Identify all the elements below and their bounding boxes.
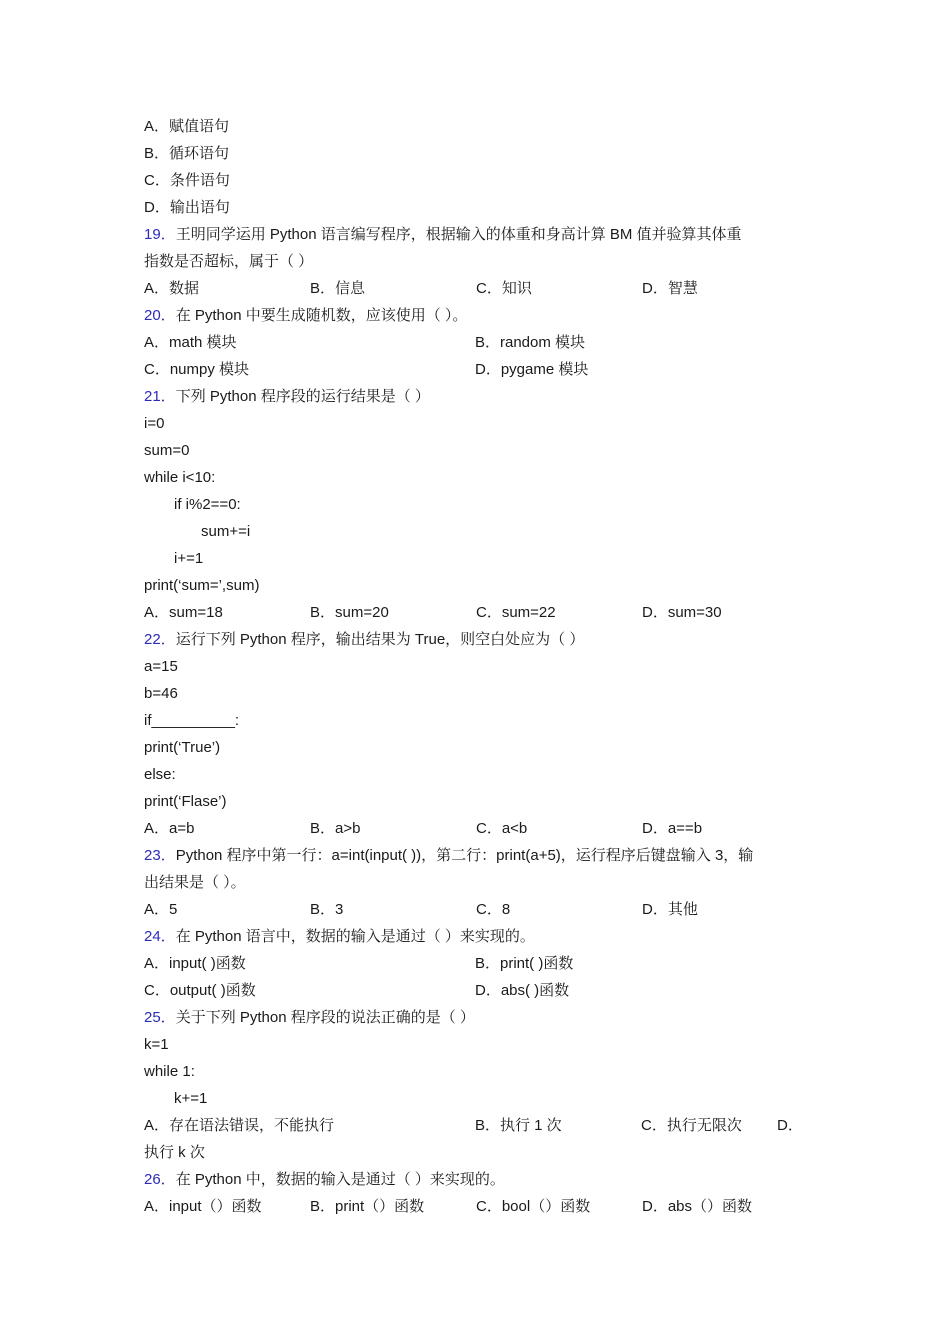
- q22-code-line: print(‘Flase’): [144, 793, 227, 810]
- q21-option-a: A．sum=18: [144, 604, 223, 621]
- q24-text: 在 Python 语言中，数据的输入是通过（ ）来实现的。: [175, 928, 535, 945]
- q26-stem: [144, 1166, 816, 1193]
- q21-stem: [144, 383, 816, 410]
- q21-code-line: if i%2==0:: [174, 496, 241, 513]
- q26-option-c: C．bool（）函数: [476, 1198, 591, 1215]
- q21-code-line: sum=0: [144, 442, 190, 459]
- q24-option-a: A．input( )函数: [144, 955, 246, 972]
- q21-option-c: C．sum=22: [476, 604, 556, 621]
- q23-option-c: C．8: [476, 901, 511, 918]
- q19-text-line1: 王明同学运用 Python 语言编写程序，根据输入的体重和身高计算 BM 值并验算其体重: [175, 226, 742, 243]
- q23-options: [144, 896, 816, 923]
- q21-code-line: i+=1: [174, 550, 204, 567]
- q22-text: 运行下列 Python 程序，输出结果为 True，则空白处应为（ ）: [175, 631, 585, 648]
- q22-code-line: print(‘True’): [144, 739, 221, 756]
- q23-option-b: B．3: [310, 901, 344, 918]
- q18-option-d: D．输出语句: [144, 199, 230, 216]
- q19-option-c: C．知识: [476, 280, 532, 297]
- q25-options: [144, 1112, 816, 1139]
- q23-number: 23．: [144, 847, 176, 864]
- q21-number: 21．: [144, 388, 176, 405]
- q23-text-line2: 出结果是（ ）。: [144, 874, 246, 891]
- q24-stem: [144, 923, 816, 950]
- q21-text: 下列 Python 程序段的运行结果是（ ）: [175, 388, 430, 405]
- q26-option-d: D．abs（）函数: [642, 1198, 753, 1215]
- q18-option-a: A．赋值语句: [144, 118, 230, 135]
- q26-text: 在 Python 中，数据的输入是通过（ ）来实现的。: [175, 1171, 505, 1188]
- q21-code-line: i=0: [144, 415, 165, 432]
- q21-code-line: while i<10:: [144, 469, 216, 486]
- q25-option-d-label: D．: [777, 1117, 803, 1134]
- q19-option-b: B．信息: [310, 280, 366, 297]
- q19-option-d: D．智慧: [642, 280, 698, 297]
- q25-option-b: B．执行 1 次: [475, 1117, 562, 1134]
- q25-option-d-text: 执行 k 次: [144, 1144, 205, 1161]
- q21-code-line: sum+=i: [201, 523, 251, 540]
- q20-option-d: D．pygame 模块: [475, 361, 589, 378]
- q26-option-a: A．input（）函数: [144, 1198, 262, 1215]
- q20-number: 20．: [144, 307, 176, 324]
- q21-code-line: print(‘sum=’,sum): [144, 577, 260, 594]
- q22-code-line: if__________:: [144, 712, 240, 729]
- q22-option-d: D．a==b: [642, 820, 703, 837]
- q22-options: [144, 815, 816, 842]
- q18-option-c: C．条件语句: [144, 172, 230, 189]
- q23-option-a: A．5: [144, 901, 178, 918]
- q22-code-line: b=46: [144, 685, 178, 702]
- q20-option-a: A．math 模块: [144, 334, 237, 351]
- q20-stem: [144, 302, 816, 329]
- q24-options-row2: [144, 977, 816, 1004]
- q25-stem: [144, 1004, 816, 1031]
- q21-options: [144, 599, 816, 626]
- q21-option-d: D．sum=30: [642, 604, 722, 621]
- q24-options-row1: [144, 950, 816, 977]
- q19-options: [144, 275, 816, 302]
- q23-stem: [144, 842, 816, 869]
- q24-option-d: D．abs( )函数: [475, 982, 570, 999]
- q18-option-b: B．循环语句: [144, 145, 230, 162]
- q26-options: [144, 1193, 816, 1220]
- q26-number: 26．: [144, 1171, 176, 1188]
- q24-option-b: B．print( )函数: [475, 955, 574, 972]
- q25-code-line: while 1:: [144, 1063, 195, 1080]
- q25-code-line: k+=1: [174, 1090, 208, 1107]
- q22-code-line: else:: [144, 766, 176, 783]
- q22-code-line: a=15: [144, 658, 178, 675]
- q26-option-b: B．print（）函数: [310, 1198, 425, 1215]
- q25-option-a: A．存在语法错误，不能执行: [144, 1117, 335, 1134]
- q19-number: 19．: [144, 226, 176, 243]
- q19-text-line2: 指数是否超标，属于（ ）: [144, 253, 314, 270]
- q19-stem: [144, 221, 816, 248]
- q25-text: 关于下列 Python 程序段的说法正确的是（ ）: [175, 1009, 475, 1026]
- q24-option-c: C．output( )函数: [144, 982, 256, 999]
- q22-number: 22．: [144, 631, 176, 648]
- q19-option-a: A．数据: [144, 280, 200, 297]
- q25-number: 25．: [144, 1009, 176, 1026]
- q20-option-b: B．random 模块: [475, 334, 586, 351]
- q24-number: 24．: [144, 928, 176, 945]
- q21-option-b: B．sum=20: [310, 604, 389, 621]
- question-list: [144, 113, 816, 1220]
- q22-option-c: C．a<b: [476, 820, 528, 837]
- q20-options-row2: [144, 356, 816, 383]
- q23-option-d: D．其他: [642, 901, 698, 918]
- q25-code-line: k=1: [144, 1036, 169, 1053]
- q22-option-a: A．a=b: [144, 820, 195, 837]
- q20-options-row1: [144, 329, 816, 356]
- q25-option-c: C．执行无限次: [641, 1117, 742, 1134]
- q20-text: 在 Python 中要生成随机数，应该使用（ ）。: [175, 307, 468, 324]
- q22-option-b: B．a>b: [310, 820, 361, 837]
- q23-text-line1: Python 程序中第一行：a=int(input( ))，第二行：print(a+5)，运行程序后键盘输入 3，输: [175, 847, 754, 864]
- q22-stem: [144, 626, 816, 653]
- q20-option-c: C．numpy 模块: [144, 361, 250, 378]
